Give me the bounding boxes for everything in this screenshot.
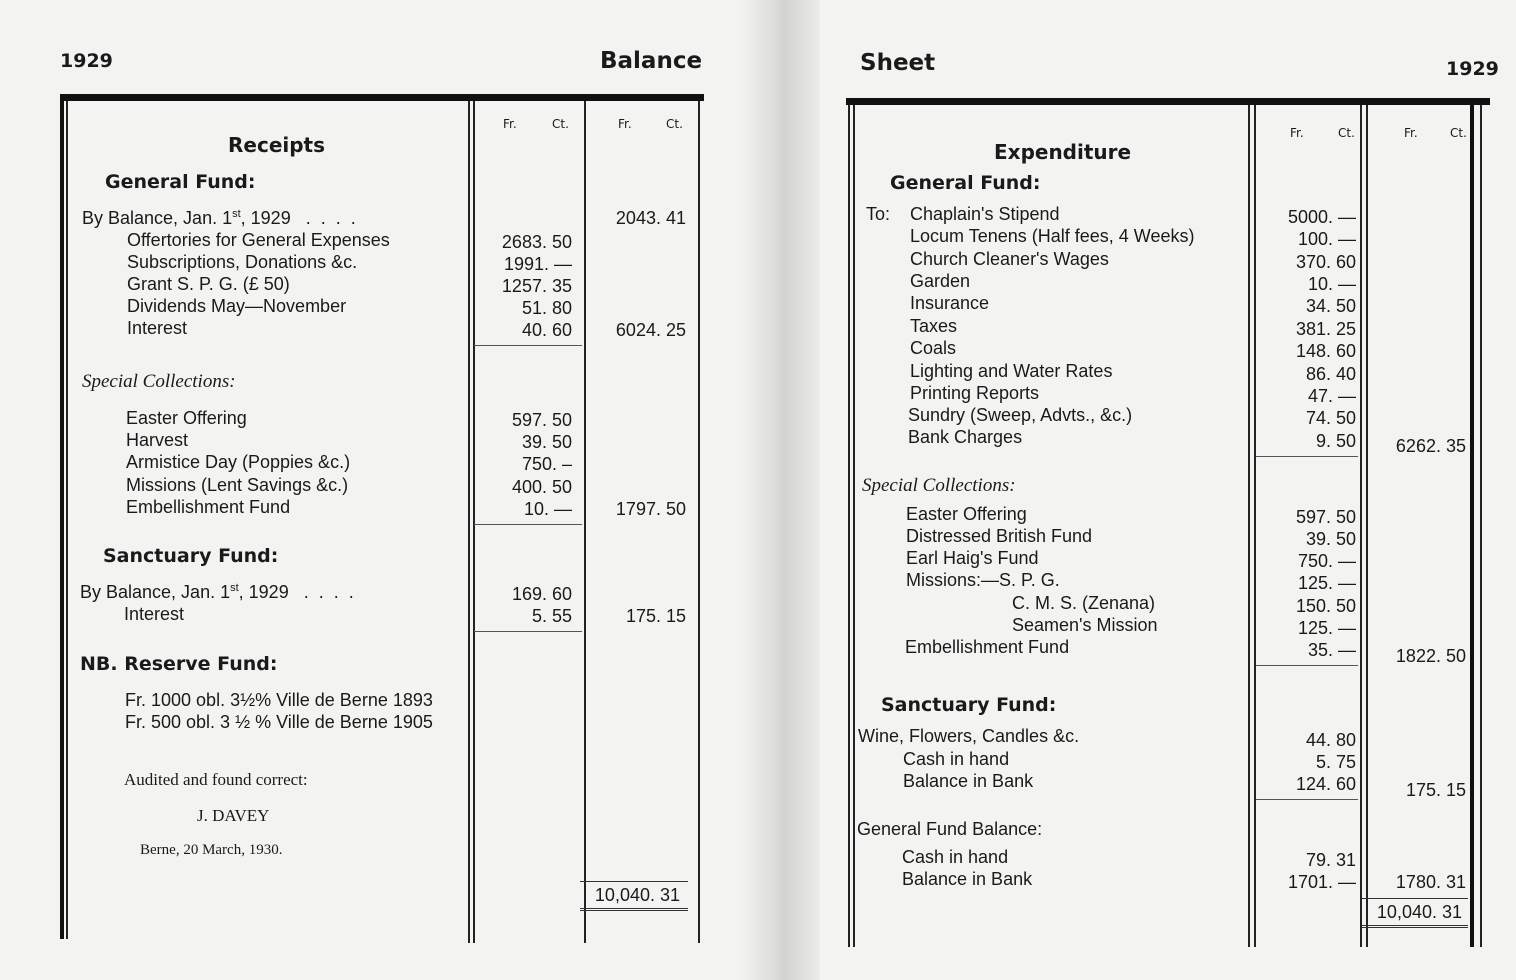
general-fund-heading: General Fund:	[105, 171, 256, 193]
sanctuary-fund-heading: Sanctuary Fund:	[881, 694, 1057, 716]
receipt-amount: 39. 50	[521, 432, 572, 452]
expense-amount: 124. 60	[1295, 774, 1356, 794]
special-collections-heading: Special Collections:	[82, 371, 236, 392]
grand-total-box	[1362, 898, 1468, 928]
expense-amount: 370. 60	[1295, 252, 1356, 272]
receipts-grand-total: 10,040. 31	[594, 885, 680, 905]
expense-label: Balance in Bank	[903, 771, 1034, 791]
expense-amount: 150. 50	[1295, 596, 1356, 616]
expense-label: Printing Reports	[910, 383, 1040, 403]
expense-label: Garden	[910, 271, 971, 291]
expenditure-title: Expenditure	[994, 140, 1132, 164]
receipt-amount: 400. 50	[511, 477, 572, 497]
expense-amount: 9. 50	[1315, 431, 1356, 451]
reserve-fund-heading: NB. Reserve Fund:	[80, 653, 278, 675]
expense-label: Lighting and Water Rates	[910, 361, 1113, 381]
receipt-amount: 40. 60	[521, 320, 572, 340]
audit-statement: Audited and found correct:	[124, 770, 308, 789]
left-page-heading: Balance	[600, 48, 703, 74]
receipt-amount: 51. 80	[521, 298, 572, 318]
expense-amount: 5. 75	[1315, 752, 1356, 772]
expense-amount: 100. —	[1297, 229, 1356, 249]
receipt-label: Easter Offering	[126, 408, 247, 428]
col-fr-label: Fr.	[503, 117, 517, 131]
receipt-label: Grant S. P. G. (£ 50)	[127, 274, 290, 294]
general-fund-subtotal: 6262. 35	[1395, 436, 1466, 456]
expense-amount: 35. —	[1307, 640, 1356, 660]
receipt-amount: 1991. —	[503, 254, 572, 274]
expense-label: Wine, Flowers, Candles &c.	[858, 726, 1080, 746]
audit-place-date: Berne, 20 March, 1930.	[140, 842, 283, 858]
expense-label: Taxes	[910, 316, 958, 336]
expense-amount: 39. 50	[1305, 529, 1356, 549]
sanctuary-fund-subtotal: 175. 15	[1405, 780, 1466, 800]
expense-label: Balance in Bank	[902, 869, 1033, 889]
general-fund-heading: General Fund:	[890, 172, 1041, 194]
expenditure-table	[846, 98, 1490, 947]
sanctuary-fund-subtotal: 175. 15	[625, 606, 686, 626]
expense-amount: 381. 25	[1295, 319, 1356, 339]
general-fund-subtotal: 6024. 25	[615, 320, 686, 340]
special-collections-subtotal: 1797. 50	[615, 499, 686, 519]
reserve-fund-line: Fr. 500 obl. 3 ½ % Ville de Berne 1905	[125, 712, 433, 732]
receipt-label: Missions (Lent Savings &c.)	[126, 475, 349, 495]
general-fund-balance-heading: General Fund Balance:	[857, 819, 1043, 839]
expense-amount: 79. 31	[1305, 850, 1356, 870]
right-page-heading: Sheet	[860, 50, 936, 76]
expense-amount: 34. 50	[1305, 296, 1356, 316]
right-year: 1929	[1446, 58, 1499, 80]
receipt-label: Offertories for General Expenses	[127, 230, 390, 250]
expense-amount: 10. —	[1307, 274, 1356, 294]
special-collections-subtotal: 1822. 50	[1395, 646, 1466, 666]
general-balance-total: 2043. 41	[615, 208, 686, 228]
expense-label: Distressed British Fund	[906, 526, 1093, 546]
balance-line: By Balance, Jan. 1st, 1929 . . . .	[82, 208, 356, 228]
expense-label: Coals	[910, 338, 957, 358]
receipt-label: Dividends May—November	[127, 296, 347, 316]
general-fund-balance-subtotal: 1780. 31	[1395, 872, 1466, 892]
auditor-name: J. DAVEY	[197, 806, 270, 825]
left-year: 1929	[60, 50, 113, 72]
expense-label: Earl Haig's Fund	[906, 548, 1039, 568]
col-ct-label: Ct.	[552, 117, 569, 131]
special-collections-heading: Special Collections:	[862, 475, 1016, 496]
expense-amount: 5000. —	[1287, 207, 1356, 227]
col-fr-label: Fr.	[1290, 126, 1304, 140]
expense-amount: 125. —	[1297, 618, 1356, 638]
expense-amount: 44. 80	[1305, 730, 1356, 750]
grand-total-box	[580, 881, 688, 911]
expense-label: Insurance	[910, 293, 990, 313]
expense-label: Embellishment Fund	[905, 637, 1070, 657]
col-ct-label: Ct.	[1450, 126, 1467, 140]
sanctuary-fund-heading: Sanctuary Fund:	[103, 545, 279, 567]
receipt-amount: 2683. 50	[501, 232, 572, 252]
expense-label: Chaplain's Stipend	[910, 204, 1060, 224]
expense-label: Locum Tenens (Half fees, 4 Weeks)	[910, 226, 1195, 246]
expense-label: Seamen's Mission	[1012, 615, 1158, 635]
expense-amount: 597. 50	[1295, 507, 1356, 527]
book-gutter	[740, 0, 820, 980]
expense-amount: 1701. —	[1287, 872, 1356, 892]
receipt-label: Interest	[127, 318, 188, 338]
receipt-amount: 597. 50	[511, 410, 572, 430]
receipt-label: Harvest	[126, 430, 189, 450]
expenditure-grand-total: 10,040. 31	[1376, 902, 1462, 922]
expense-label: Bank Charges	[908, 427, 1023, 447]
receipt-amount: 750. –	[521, 454, 572, 474]
expense-amount: 74. 50	[1305, 408, 1356, 428]
expense-amount: 125. —	[1297, 573, 1356, 593]
expense-label: C. M. S. (Zenana)	[1012, 593, 1156, 613]
receipt-amount: 5. 55	[531, 606, 572, 626]
to-prefix: To:	[866, 204, 891, 224]
expense-amount: 47. —	[1307, 386, 1356, 406]
expense-amount: 750. —	[1297, 551, 1356, 571]
receipts-table	[60, 94, 704, 943]
receipt-amount: 169. 60	[511, 584, 572, 604]
col-fr-label: Fr.	[618, 117, 632, 131]
expense-label: Sundry (Sweep, Advts., &c.)	[908, 405, 1133, 425]
receipt-label: Armistice Day (Poppies &c.)	[126, 452, 351, 472]
col-ct-label: Ct.	[1338, 126, 1355, 140]
sanctuary-balance-line: By Balance, Jan. 1st, 1929 . . . .	[80, 582, 354, 602]
col-ct-label: Ct.	[666, 117, 683, 131]
receipt-label: Interest	[124, 604, 185, 624]
col-fr-label: Fr.	[1404, 126, 1418, 140]
receipt-amount: 10. —	[523, 499, 572, 519]
receipt-label: Subscriptions, Donations &c.	[127, 252, 358, 272]
expense-label: Easter Offering	[906, 504, 1027, 524]
expense-label: Church Cleaner's Wages	[910, 249, 1109, 269]
reserve-fund-line: Fr. 1000 obl. 3½% Ville de Berne 1893	[125, 690, 433, 710]
expense-amount: 148. 60	[1295, 341, 1356, 361]
expense-label: Cash in hand	[902, 847, 1009, 867]
receipt-label: Embellishment Fund	[126, 497, 291, 517]
expense-label: Missions:—S. P. G.	[906, 570, 1060, 590]
expense-amount: 86. 40	[1305, 364, 1356, 384]
expense-label: Cash in hand	[903, 749, 1010, 769]
receipts-title: Receipts	[228, 133, 326, 157]
receipt-amount: 1257. 35	[501, 276, 572, 296]
